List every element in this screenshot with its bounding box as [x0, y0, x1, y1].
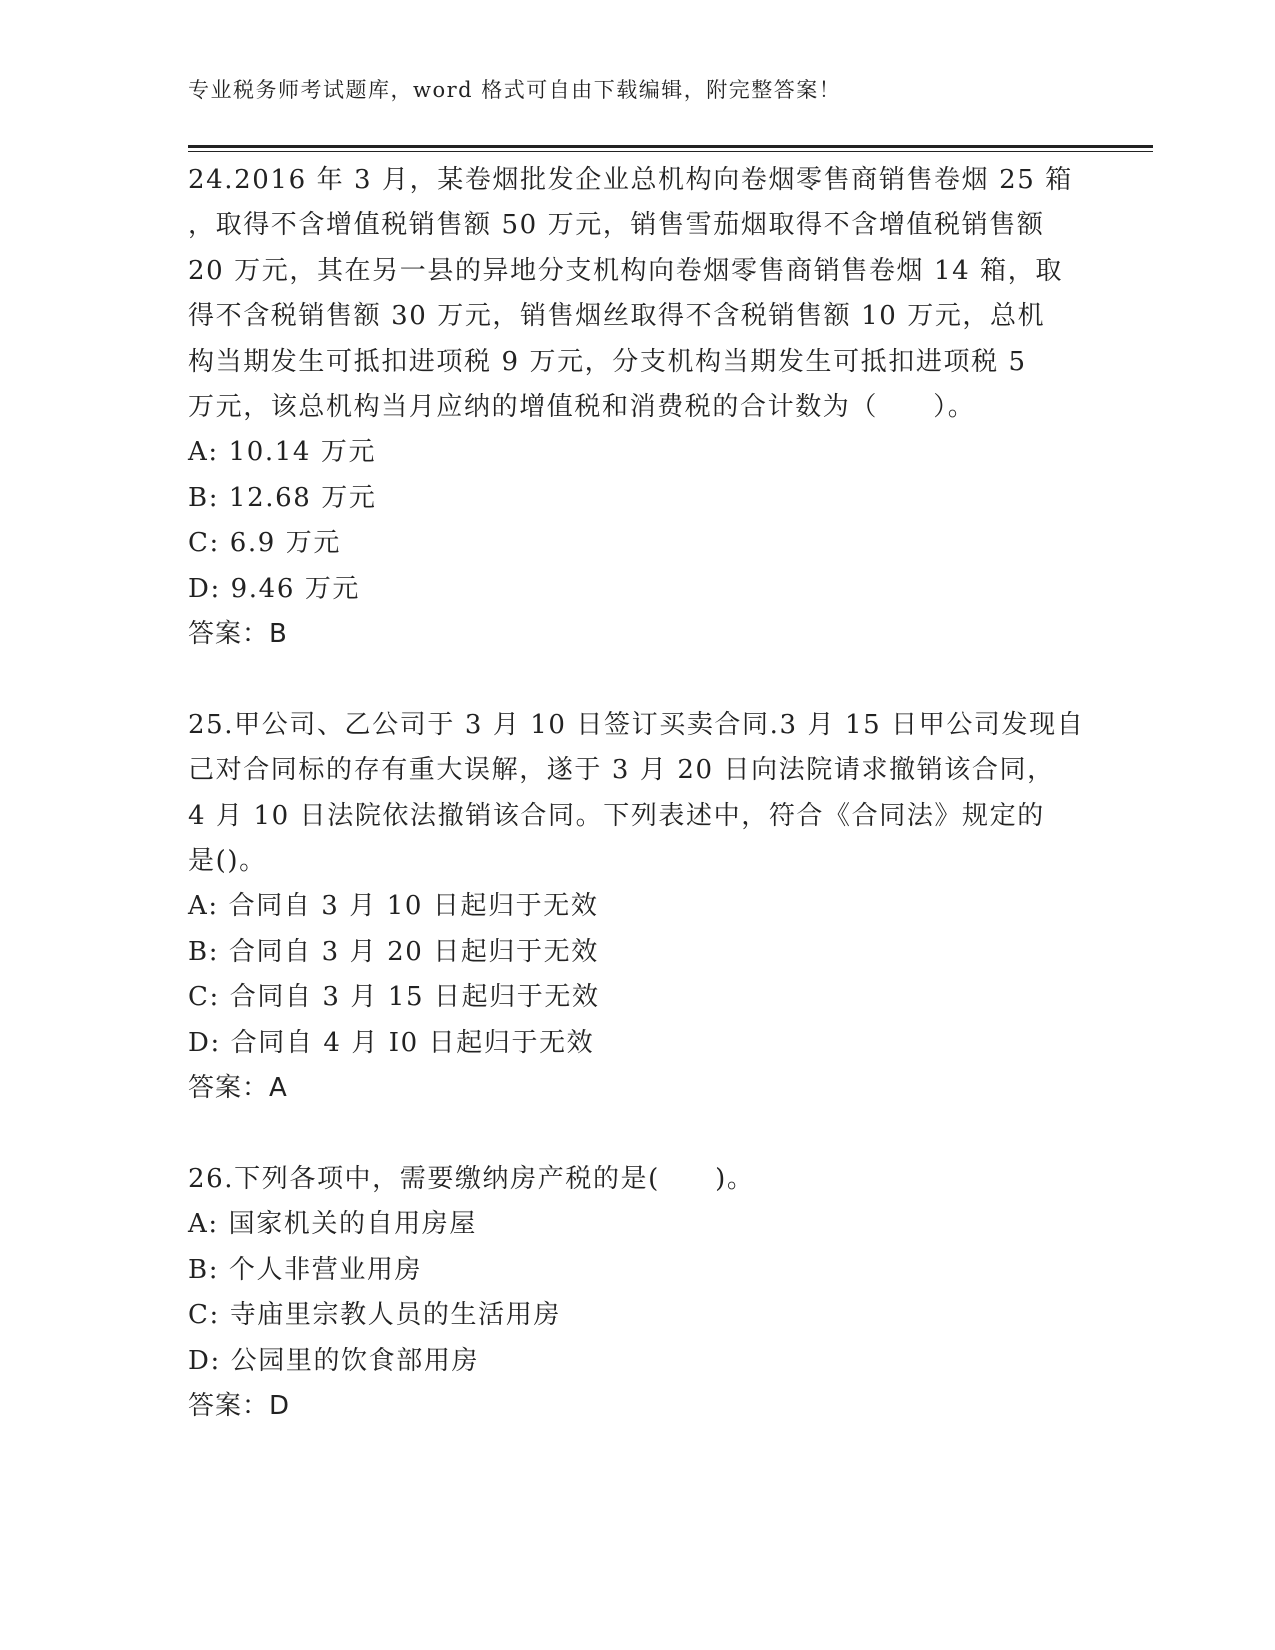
question-text-line: ，取得不含增值税销售额 50 万元，销售雪茄烟取得不含增值税销售额 [188, 210, 1045, 241]
question-text-line: 得不含税销售额 30 万元，销售烟丝取得不含税销售额 10 万元，总机 [188, 301, 1046, 332]
question-text-line: 万元，该总机构当月应纳的增值税和消费税的合计数为（ ）。 [188, 392, 976, 423]
spacer [188, 1112, 1088, 1157]
option-a: A: 10.14 万元 [188, 437, 377, 468]
header-rule-thick [188, 145, 1153, 148]
question-text-line: 构当期发生可抵扣进项税 9 万元，分支机构当期发生可抵扣进项税 5 [188, 346, 1027, 377]
answer: 答案：A [188, 1073, 288, 1104]
option-a: A: 合同自 3 月 10 日起归于无效 [188, 891, 599, 922]
question-text-line: 4 月 10 日法院依法撤销该合同。下列表述中，符合《合同法》规定的 [188, 800, 1045, 831]
header-rule-thin [188, 151, 1153, 152]
page-header: 专业税务师考试题库，word 格式可自由下载编辑，附完整答案！ [188, 78, 842, 102]
option-a: A: 国家机关的自用房屋 [188, 1209, 478, 1240]
answer: 答案：D [188, 1390, 291, 1421]
option-b: B: 合同自 3 月 20 日起归于无效 [188, 936, 599, 967]
question-26 [188, 1157, 1088, 1429]
option-d: D: 9.46 万元 [188, 573, 361, 604]
option-d: D: 公园里的饮食部用房 [188, 1345, 480, 1376]
option-c: C: 合同自 3 月 15 日起归于无效 [188, 982, 600, 1013]
option-d: D: 合同自 4 月 I0 日起归于无效 [188, 1027, 595, 1058]
question-text-line: 是()。 [188, 846, 267, 877]
option-c: C: 6.9 万元 [188, 528, 341, 559]
answer: 答案：B [188, 619, 288, 650]
option-c: C: 寺庙里宗教人员的生活用房 [188, 1300, 561, 1331]
question-24 [188, 158, 1088, 657]
spacer [188, 657, 1088, 702]
question-text-line: 20 万元，其在另一县的异地分支机构向卷烟零售商销售卷烟 14 箱，取 [188, 255, 1063, 286]
question-25 [188, 703, 1088, 1112]
question-text-line: 26.下列各项中，需要缴纳房产税的是( )。 [188, 1163, 755, 1194]
question-text-line: 25.甲公司、乙公司于 3 月 10 日签订买卖合同.3 月 15 日甲公司发现自 [188, 709, 1085, 740]
question-text-line: 己对合同标的存有重大误解，遂于 3 月 20 日向法院请求撤销该合同， [188, 755, 1055, 786]
option-b: B: 12.68 万元 [188, 482, 377, 513]
option-b: B: 个人非营业用房 [188, 1254, 423, 1285]
question-text-line: 24.2016 年 3 月，某卷烟批发企业总机构向卷烟零售商销售卷烟 25 箱 [188, 165, 1073, 195]
question-list [188, 158, 1088, 1429]
